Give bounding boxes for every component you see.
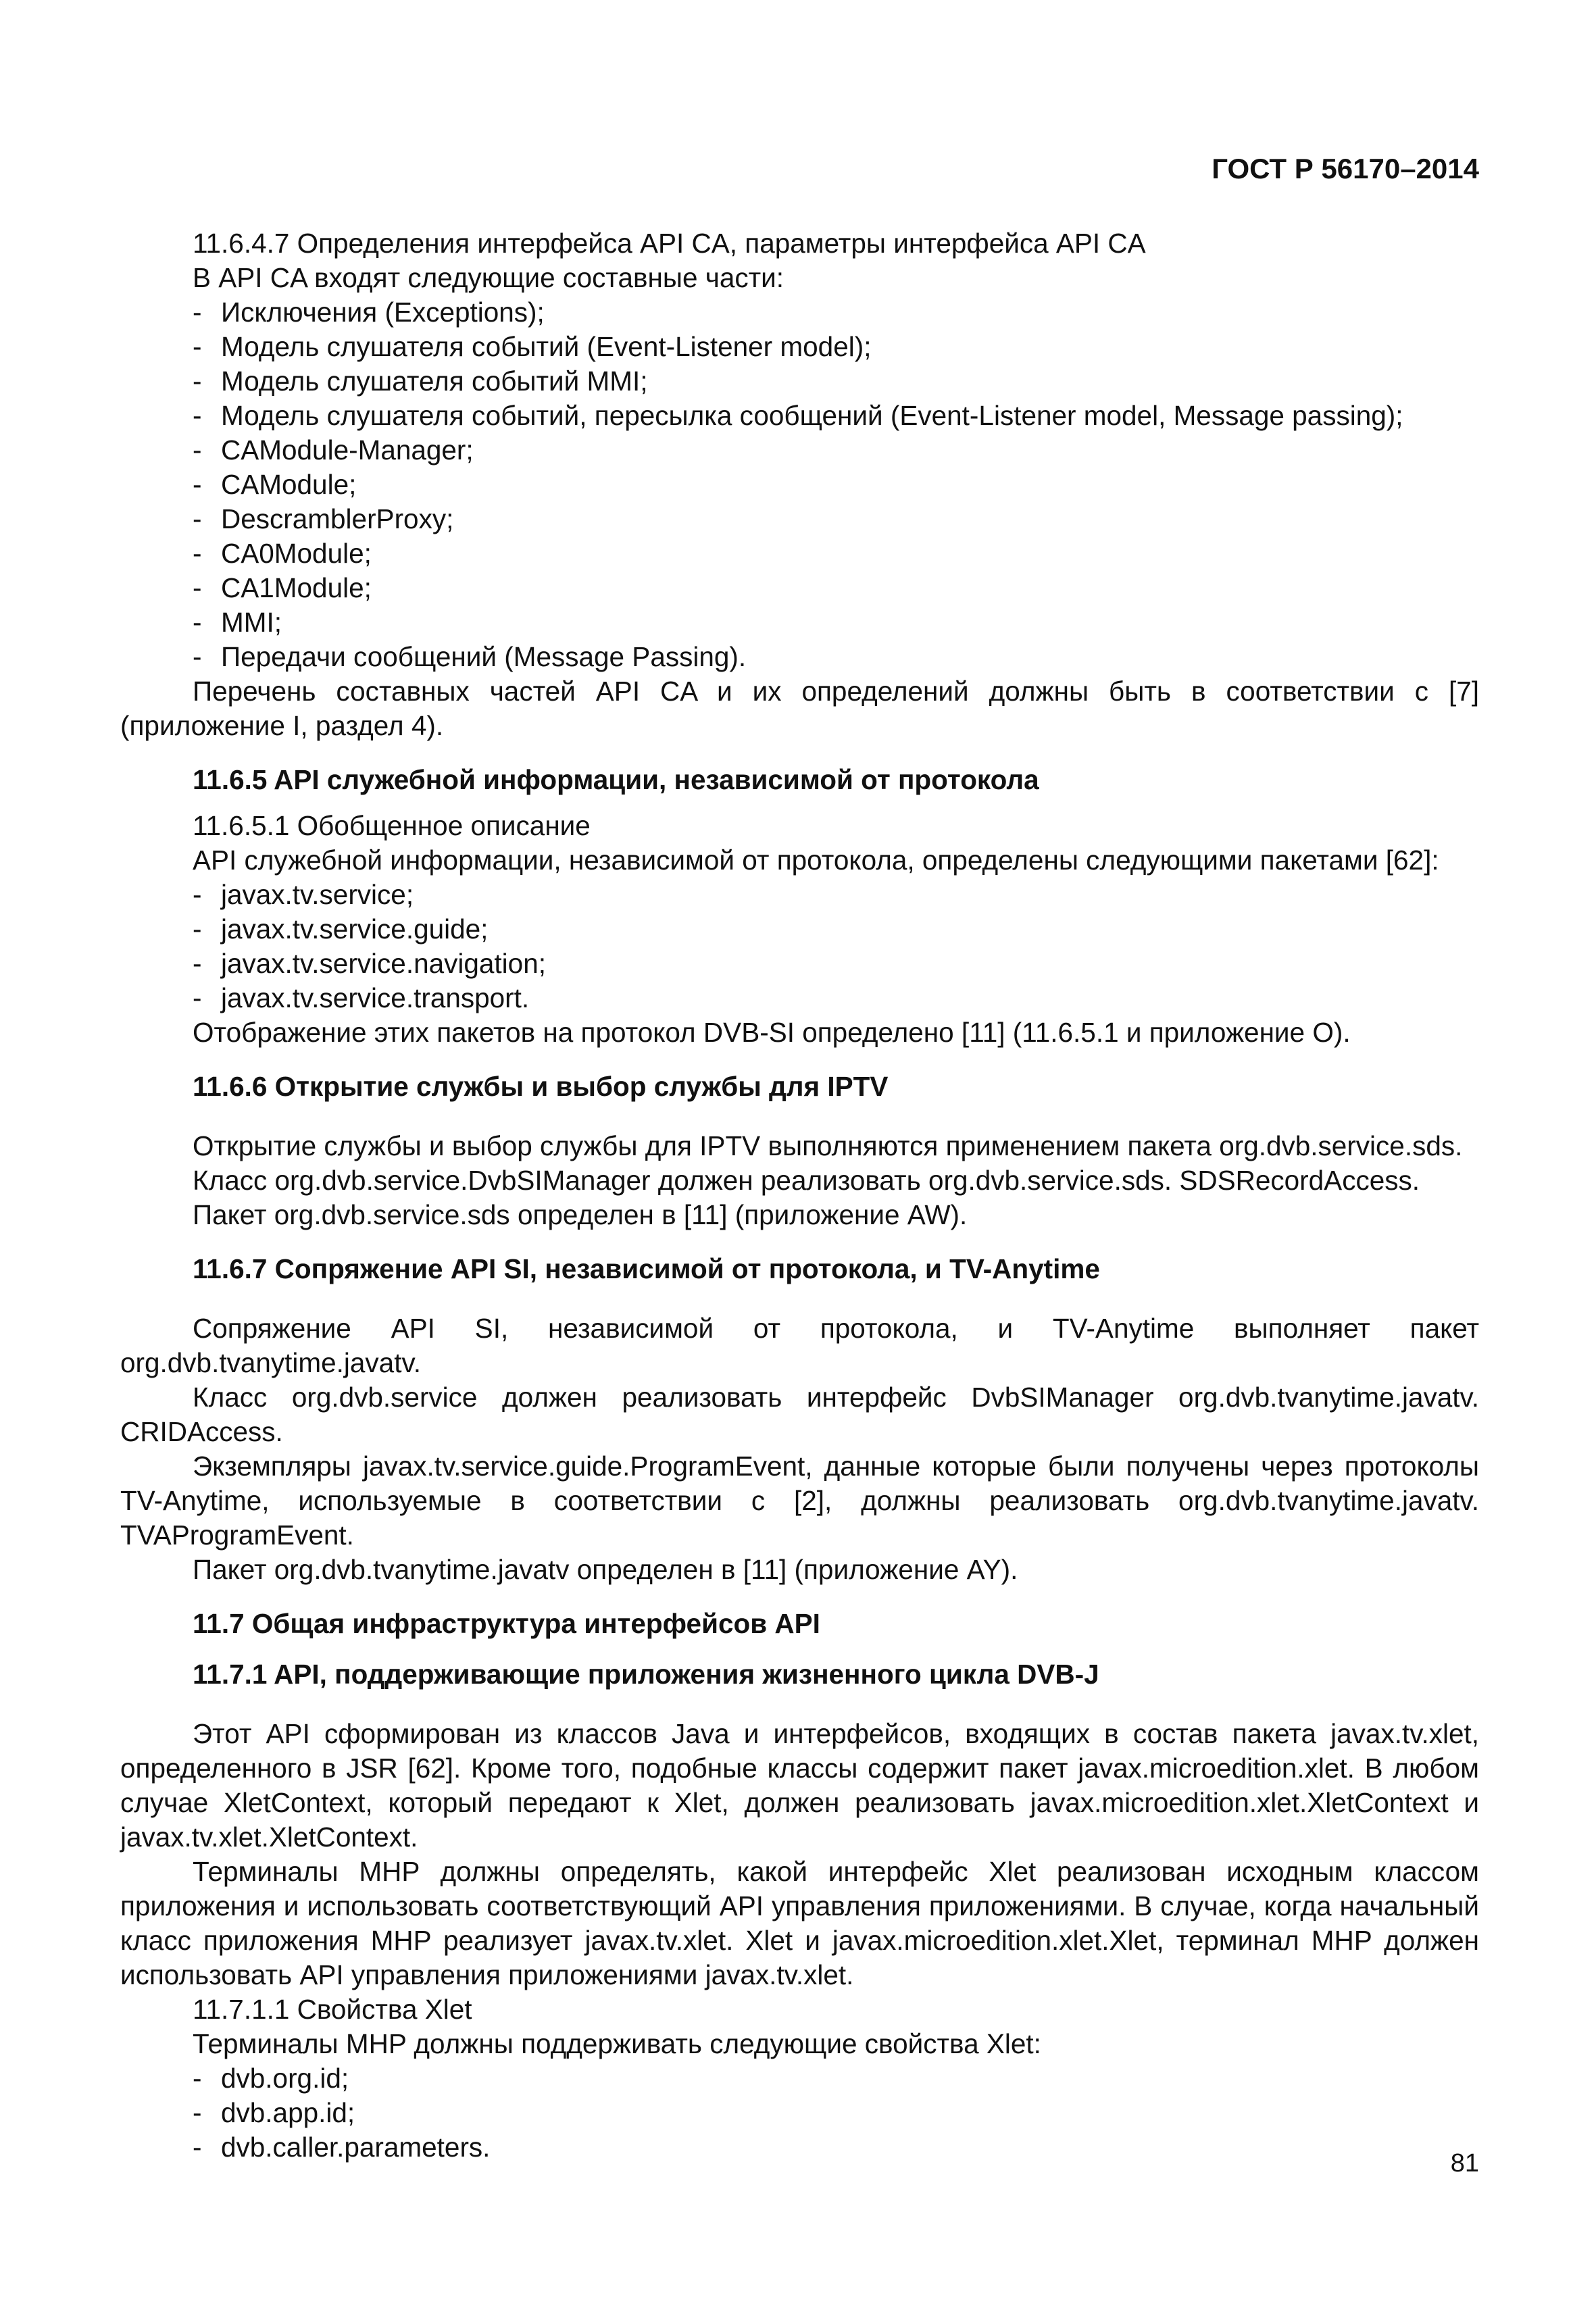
paragraph: Экземпляры javax.tv.service.guide.ProgramEvent, данные которые были получены через протоколы TV-Anytime, используемые в соответствии с [2], должны реализовать org.dvb.tvanytime.javatv. TVAProgramEvent. — [120, 1451, 1479, 1551]
spacer — [120, 1115, 1479, 1129]
subsection-title: 11.7.1.1 Свойства Xlet — [193, 1994, 472, 2025]
list-item: - javax.tv.service; — [193, 879, 414, 910]
paragraph: Пакет org.dvb.tvanytime.javatv определен в [11] (приложение AY). — [193, 1554, 1018, 1585]
list-item: - CAModule-Manager; — [193, 434, 474, 466]
section-heading: 11.7 Общая инфраструктура интерфейсов API — [193, 1608, 820, 1639]
paragraph: Открытие службы и выбор службы для IPTV выполняются применением пакета org.dvb.service.sds. — [193, 1130, 1463, 1161]
paragraph: Перечень составных частей API CA и их определений должны быть в соответствии с [7] (приложение I, раздел 4). — [120, 676, 1479, 741]
paragraph: В API CA входят следующие составные части: — [193, 262, 784, 293]
list-item: - CA1Module; — [193, 572, 372, 603]
list-item: - CAModule; — [193, 469, 357, 500]
paragraph: Пакет org.dvb.service.sds определен в [11] (приложение AW). — [193, 1199, 968, 1230]
spacer — [120, 1703, 1479, 1717]
paragraph: Отображение этих пакетов на протокол DVB-SI определено [11] (11.6.5.1 и приложение O). — [193, 1017, 1351, 1048]
paragraph: Этот API сформирован из классов Java и интерфейсов, входящих в состав пакета javax.tv.xlet, определенного в JSR [62]. Кроме того, подобные классы содержит пакет javax.microedition.xlet. В любом случае XletContext, который передают к Xlet, должен реализовать javax.microedition.xlet.XletContext и javax.tv.xlet.XletContext. — [120, 1718, 1479, 1853]
list-item: - CA0Module; — [193, 538, 372, 569]
section-heading: 11.6.7 Сопряжение API SI, независимой от протокола, и TV-Anytime — [193, 1253, 1100, 1284]
bullet-list — [120, 878, 1479, 1015]
bullet-list — [120, 2061, 1479, 2165]
list-item: - Передачи сообщений (Message Passing). — [193, 641, 747, 672]
paragraph: Терминалы MHP должны поддерживать следующие свойства Xlet: — [193, 2028, 1041, 2059]
list-item: - dvb.caller.parameters. — [193, 2132, 491, 2163]
page-number: 81 — [1450, 2149, 1479, 2178]
paragraph: Терминалы MHP должны определять, какой интерфейс Xlet реализован исходным классом приложения и использовать соответствующий API управления приложениями. В случае, когда начальный класс приложения MHP реализует javax.tv.xlet. Xlet и javax.microedition.xlet.Xlet, терминал MHP должен использовать API управления приложениями javax.tv.xlet. — [120, 1856, 1479, 1990]
subsection-title: 11.6.5.1 Обобщенное описание — [193, 810, 591, 841]
list-item: - javax.tv.service.navigation; — [193, 948, 546, 979]
document-id: ГОСТ Р 56170–2014 — [1212, 153, 1479, 184]
list-item: - Модель слушателя событий (Event-Listener model); — [193, 331, 872, 362]
list-item: - Исключения (Exceptions); — [193, 297, 545, 328]
section-heading: 11.6.6 Открытие службы и выбор службы для IPTV — [193, 1071, 889, 1102]
list-item: - DescramblerProxy; — [193, 503, 454, 534]
paragraph: API служебной информации, независимой от протокола, определены следующими пакетами [62]: — [193, 845, 1439, 876]
paragraph: Класс org.dvb.service.DvbSIManager должен реализовать org.dvb.service.sds. SDSRecordAccess. — [193, 1165, 1420, 1196]
page-body — [120, 226, 1479, 2165]
list-item: - Модель слушателя событий MMI; — [193, 366, 648, 397]
list-item: - Модель слушателя событий, пересылка сообщений (Event-Listener model, Message passing); — [193, 400, 1403, 431]
list-item: - MMI; — [193, 607, 282, 638]
list-item: - javax.tv.service.guide; — [193, 913, 489, 945]
spacer — [120, 1298, 1479, 1311]
paragraph: Сопряжение API SI, независимой от протокола, и TV-Anytime выполняет пакет org.dvb.tvanytime.javatv. — [120, 1313, 1479, 1378]
paragraph: Класс org.dvb.service должен реализовать интерфейс DvbSIManager org.dvb.tvanytime.javatv. CRIDAccess. — [120, 1382, 1479, 1447]
section-heading: 11.7.1 API, поддерживающие приложения жизненного цикла DVB-J — [193, 1659, 1099, 1690]
subsection-title: 11.6.4.7 Определения интерфейса API CA, параметры интерфейса API CA — [193, 228, 1146, 259]
bullet-list — [120, 295, 1479, 674]
list-item: - dvb.org.id; — [193, 2063, 349, 2094]
list-item: - dvb.app.id; — [193, 2097, 355, 2128]
list-item: - javax.tv.service.transport. — [193, 982, 530, 1013]
section-heading: 11.6.5 API служебной информации, независимой от протокола — [193, 764, 1039, 795]
